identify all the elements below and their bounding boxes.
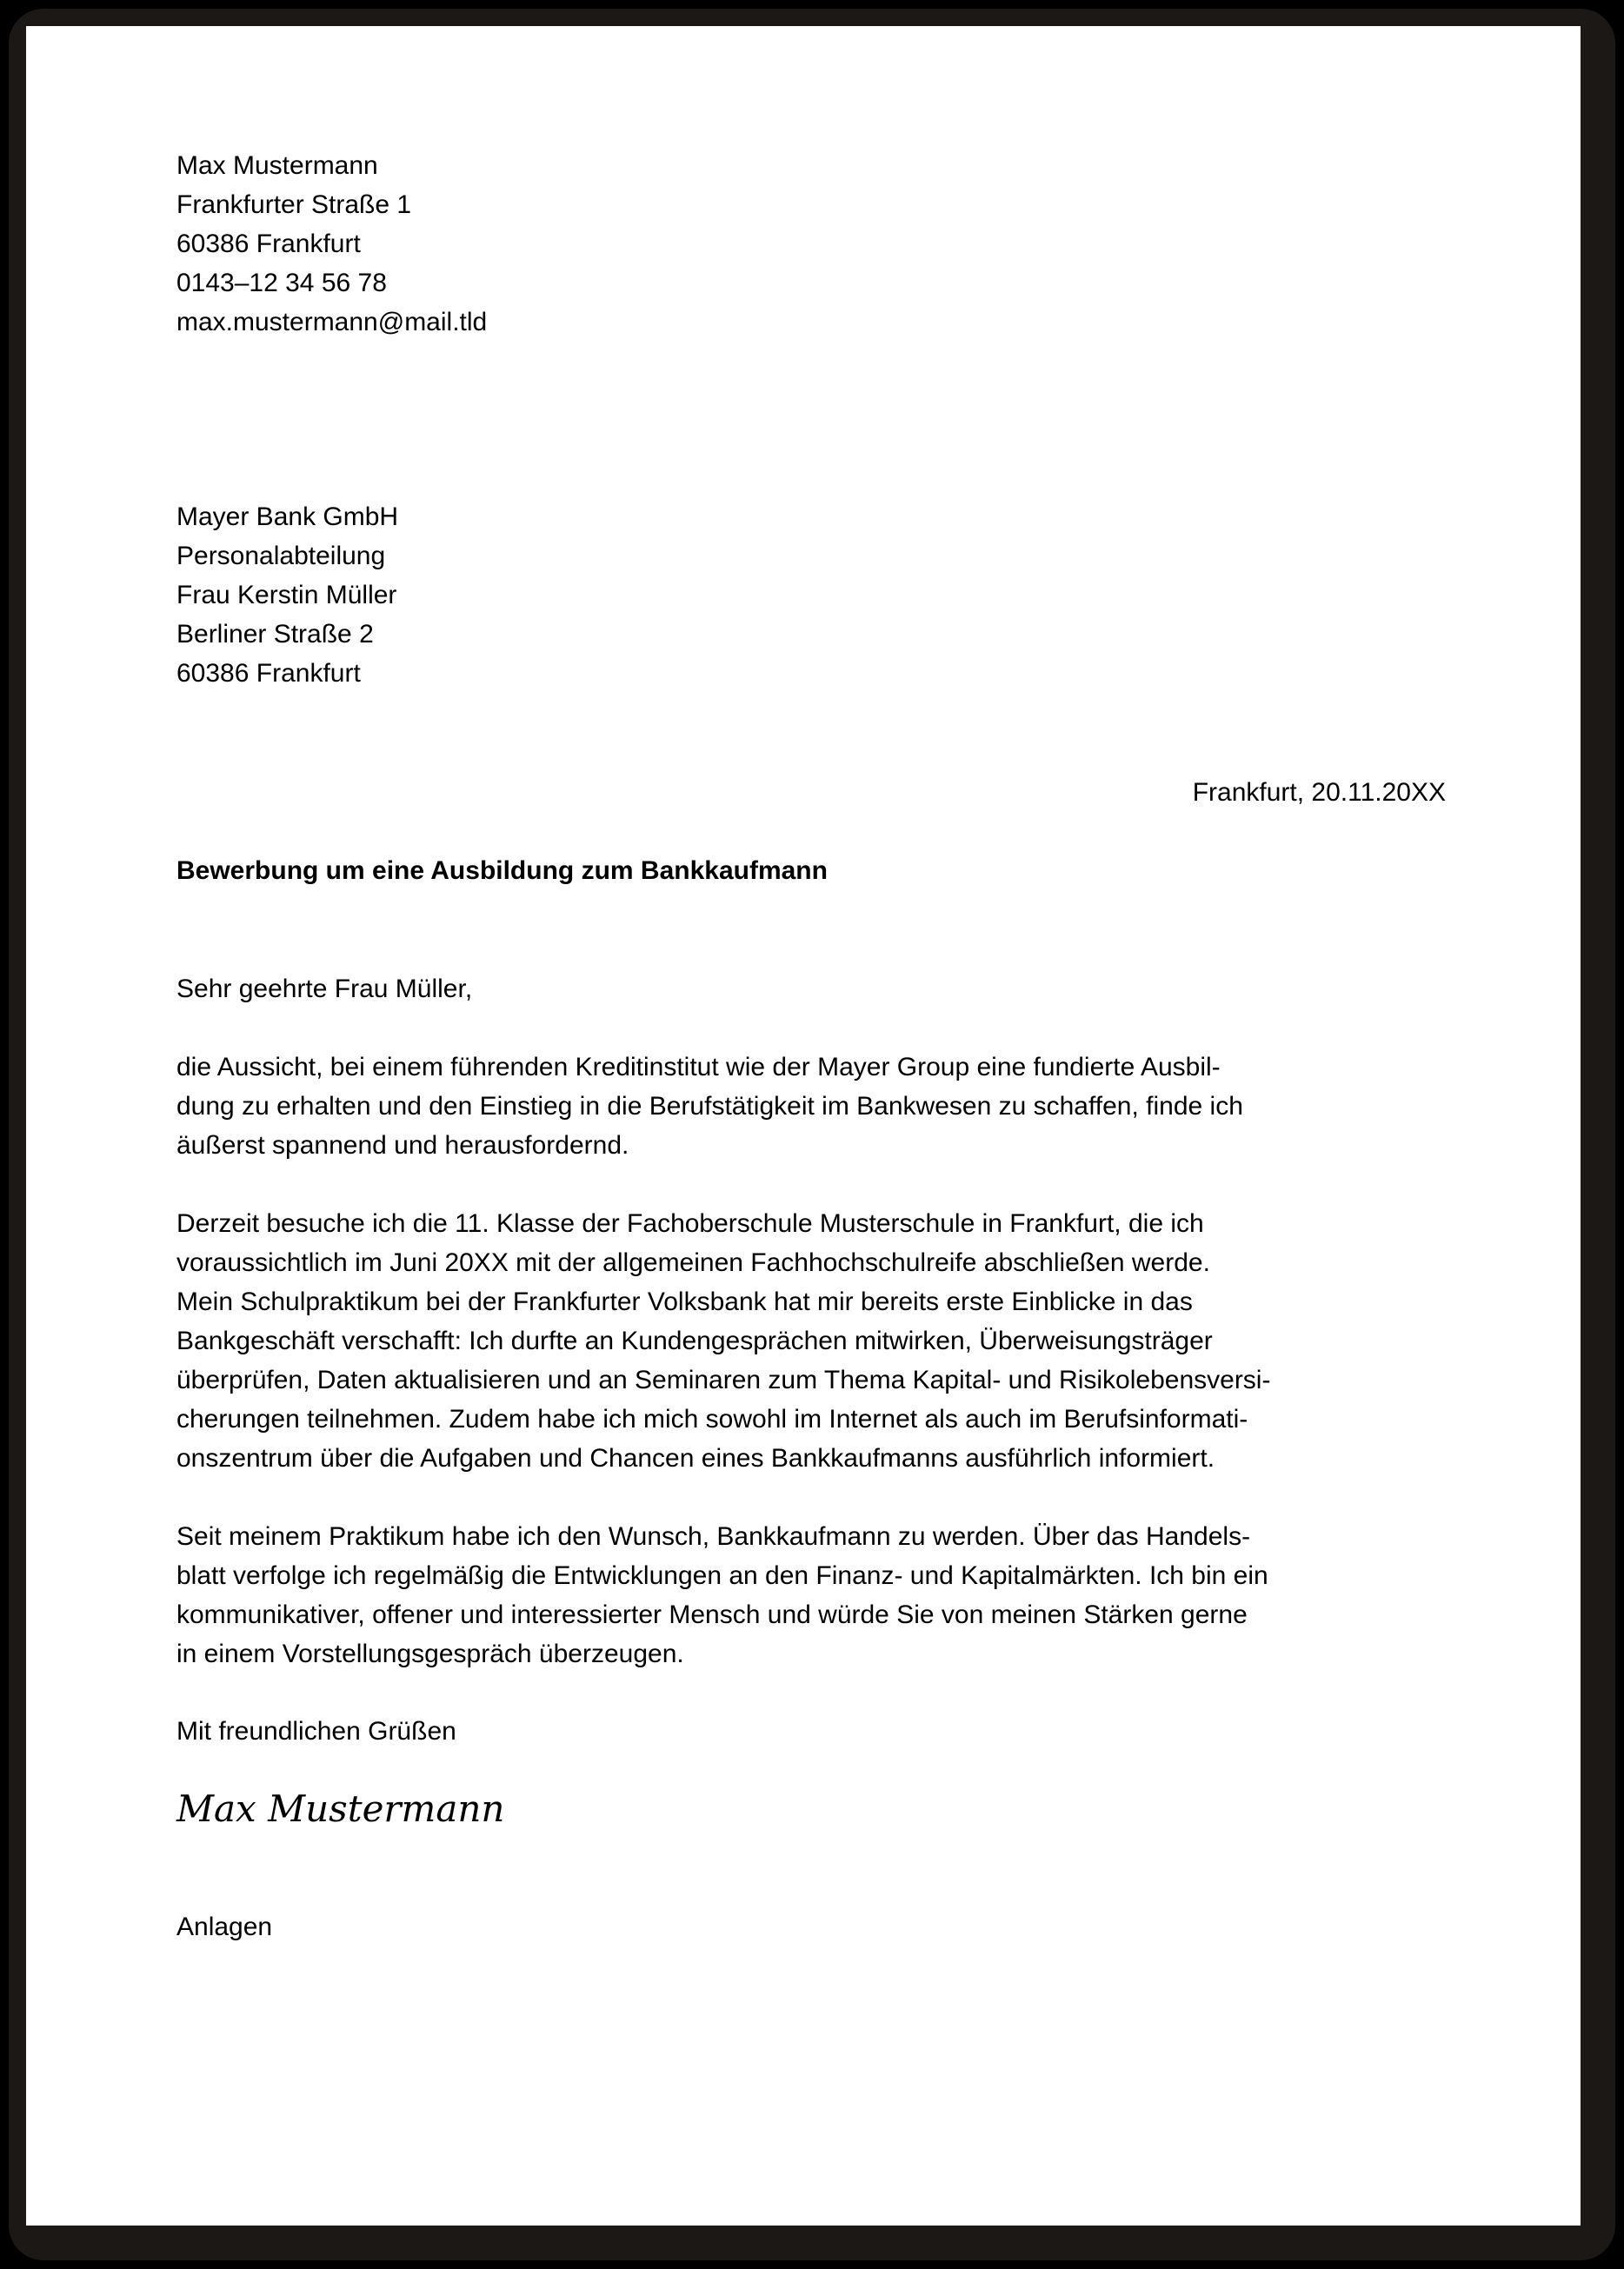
text-line: in einem Vorstellungsgespräch überzeugen. [176, 1640, 684, 1668]
text-line: cherungen teilnehmen. Zudem habe ich mich sowohl im Internet als auch im Berufsinformati- [176, 1405, 1248, 1434]
recipient-city: 60386 Frankfurt [176, 659, 361, 688]
letter-date: Frankfurt, 20.11.20XX [1192, 778, 1446, 807]
recipient-address [176, 497, 398, 693]
sender-phone: 0143–12 34 56 78 [176, 269, 387, 297]
text-line: blatt verfolge ich regelmäßig die Entwicklungen an den Finanz- und Kapitalmärkten. Ich bin ein [176, 1561, 1268, 1590]
salutation: Sehr geehrte Frau Müller, [176, 975, 473, 1003]
text-line: äußerst spannend und herausfordernd. [176, 1131, 629, 1160]
enclosures: Anlagen [176, 1913, 273, 1941]
paragraph-2 [176, 1204, 1270, 1478]
text-line: voraussichtlich im Juni 20XX mit der allgemeinen Fachhochschulreife abschließen werde. [176, 1248, 1210, 1277]
text-line: dung zu erhalten und den Einstieg in die Berufstätigkeit im Bankwesen zu schaffen, finde ich [176, 1092, 1243, 1121]
text-line: Seit meinem Praktikum habe ich den Wunsch, Bankkaufmann zu werden. Über das Handels- [176, 1522, 1251, 1551]
text-line: Mein Schulpraktikum bei der Frankfurter Volksbank hat mir bereits erste Einblicke in das [176, 1288, 1193, 1316]
closing: Mit freundlichen Grüßen [176, 1717, 456, 1746]
text-line: onszentrum über die Aufgaben und Chancen eines Bankkaufmanns ausführlich informiert. [176, 1444, 1215, 1473]
text-line: kommunikativer, offener und interessierter Mensch und würde Sie von meinen Stärken gerne [176, 1600, 1248, 1629]
sender-street: Frankfurter Straße 1 [176, 190, 412, 219]
text-line: die Aussicht, bei einem führenden Kreditinstitut wie der Mayer Group eine fundierte Ausbil- [176, 1053, 1221, 1081]
paragraph-3 [176, 1517, 1268, 1673]
sender-email: max.mustermann@mail.tld [176, 308, 488, 336]
signature: Max Mustermann [176, 1787, 505, 1830]
text-line: Bankgeschäft verschafft: Ich durfte an Kundengesprächen mitwirken, Überweisungsträger [176, 1327, 1213, 1355]
recipient-company: Mayer Bank GmbH [176, 502, 399, 531]
recipient-person: Frau Kerstin Müller [176, 581, 397, 609]
recipient-street: Berliner Straße 2 [176, 620, 374, 649]
paragraph-1 [176, 1048, 1243, 1165]
sender-address [176, 146, 487, 342]
text-line: Derzeit besuche ich die 11. Klasse der Fachoberschule Musterschule in Frankfurt, die ich [176, 1209, 1204, 1238]
subject-line: Bewerbung um eine Ausbildung zum Bankkaufmann [176, 856, 828, 885]
text-line: überprüfen, Daten aktualisieren und an Seminaren zum Thema Kapital- und Risikolebensversi- [176, 1366, 1271, 1394]
recipient-department: Personalabteilung [176, 542, 386, 570]
sender-city: 60386 Frankfurt [176, 230, 361, 258]
sender-name: Max Mustermann [176, 151, 378, 180]
